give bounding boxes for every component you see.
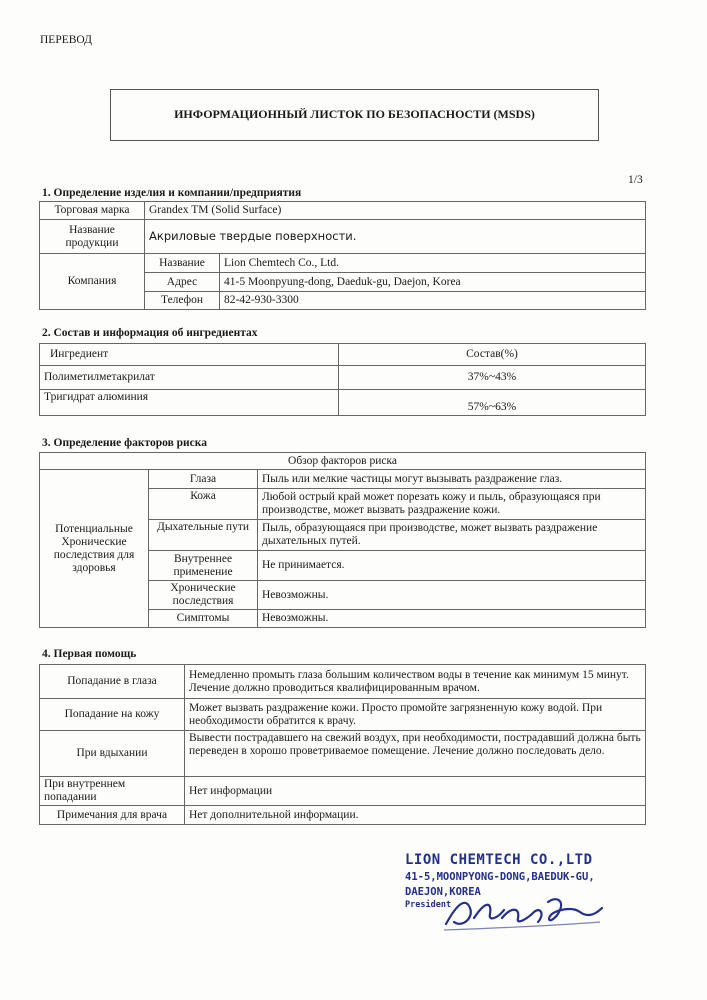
section-2-table	[39, 343, 646, 416]
ingredient-value: 57%~63%	[339, 390, 646, 416]
first-aid-value: Немедленно промыть глаза большим количеством воды в течение как минимум 15 минут. Лечение должно проводиться квалифицированным врачом.	[185, 665, 646, 699]
section-3-table	[39, 452, 646, 628]
translation-label: ПЕРЕВОД	[40, 34, 92, 46]
section-1-table	[39, 201, 646, 310]
first-aid-value: Нет дополнительной информации.	[185, 806, 646, 825]
first-aid-label: Примечания для врача	[40, 806, 185, 825]
risk-row-label: Кожа	[149, 489, 258, 520]
first-aid-label: При вдыхании	[40, 731, 185, 777]
ingredient-name: Тригидрат алюминия	[40, 390, 339, 416]
first-aid-value: Нет информации	[185, 777, 646, 806]
company-name-value: Lion Chemtech Co., Ltd.	[220, 254, 646, 273]
first-aid-label: Попадание в глаза	[40, 665, 185, 699]
trade-label: Торговая марка	[40, 202, 145, 220]
document-title-box	[110, 89, 599, 141]
stamp-company-name: LION CHEMTECH CO.,LTD	[405, 852, 593, 868]
stamp-city: DAEJON,KOREA	[405, 886, 481, 898]
first-aid-value: Может вызвать раздражение кожи. Просто промойте загрязненную кожу водой. При необходимости обратится к врачу.	[185, 699, 646, 731]
risk-row-value: Невозможны.	[258, 581, 646, 610]
stamp-address: 41-5,MOONPYONG-DONG,BAEDUK-GU,	[405, 871, 595, 883]
ingredient-name: Полиметилметакрилат	[40, 366, 339, 390]
signature-icon	[440, 888, 610, 938]
risk-row-value: Пыль или мелкие частицы могут вызывать раздражение глаз.	[258, 470, 646, 489]
risk-row-value: Не принимается.	[258, 551, 646, 581]
product-value: Акриловые твердые поверхности.	[145, 220, 646, 254]
first-aid-label: Попадание на кожу	[40, 699, 185, 731]
company-address-value: 41-5 Moonpyung-dong, Daeduk-gu, Daejon, Korea	[220, 273, 646, 292]
company-phone-label: Телефон	[145, 292, 220, 310]
risk-row-value: Пыль, образующаяся при производстве, может вызвать раздражение дыхательных путей.	[258, 520, 646, 551]
composition-header: Состав(%)	[339, 344, 646, 366]
section-4-heading: 4. Первая помощь	[42, 648, 137, 660]
section-1-heading: 1. Определение изделия и компании/предприятия	[42, 187, 302, 199]
first-aid-label: При внутреннем попадании	[40, 777, 185, 806]
trade-value: Grandex TM (Solid Surface)	[145, 202, 646, 220]
risk-row-value: Любой острый край может порезать кожу и пыль, образующаяся при производстве, может вызвать раздражение кожи.	[258, 489, 646, 520]
product-label: Название продукции	[40, 220, 145, 254]
risk-row-label: Хронические последствия	[149, 581, 258, 610]
risk-row-label: Симптомы	[149, 610, 258, 628]
ingredient-header: Ингредиент	[40, 344, 339, 366]
ingredient-value: 37%~43%	[339, 366, 646, 390]
section-3-heading: 3. Определение факторов риска	[42, 437, 207, 449]
company-label: Компания	[40, 254, 145, 310]
first-aid-value: Вывести пострадавшего на свежий воздух, при необходимости, пострадавший должна быть переведен в хорошо проветриваемое помещение. Лечение должно последовать дело.	[185, 731, 646, 777]
section-4-table	[39, 664, 646, 825]
company-name-label: Название	[145, 254, 220, 273]
company-address-label: Адрес	[145, 273, 220, 292]
stamp-title: President	[405, 900, 452, 910]
document-title: ИНФОРМАЦИОННЫЙ ЛИСТОК ПО БЕЗОПАСНОСТИ (MSDS)	[174, 107, 535, 121]
risk-row-label: Дыхательные пути	[149, 520, 258, 551]
company-phone-value: 82-42-930-3300	[220, 292, 646, 310]
health-effects-label: Потенциальные Хронические последствия для здоровья	[40, 470, 149, 628]
risk-row-value: Невозможны.	[258, 610, 646, 628]
section-2-heading: 2. Состав и информация об ингредиентах	[42, 327, 258, 339]
risk-row-label: Внутреннее применение	[149, 551, 258, 581]
risk-overview-header: Обзор факторов риска	[40, 453, 646, 470]
page-number: 1/3	[628, 174, 643, 186]
risk-row-label: Глаза	[149, 470, 258, 489]
